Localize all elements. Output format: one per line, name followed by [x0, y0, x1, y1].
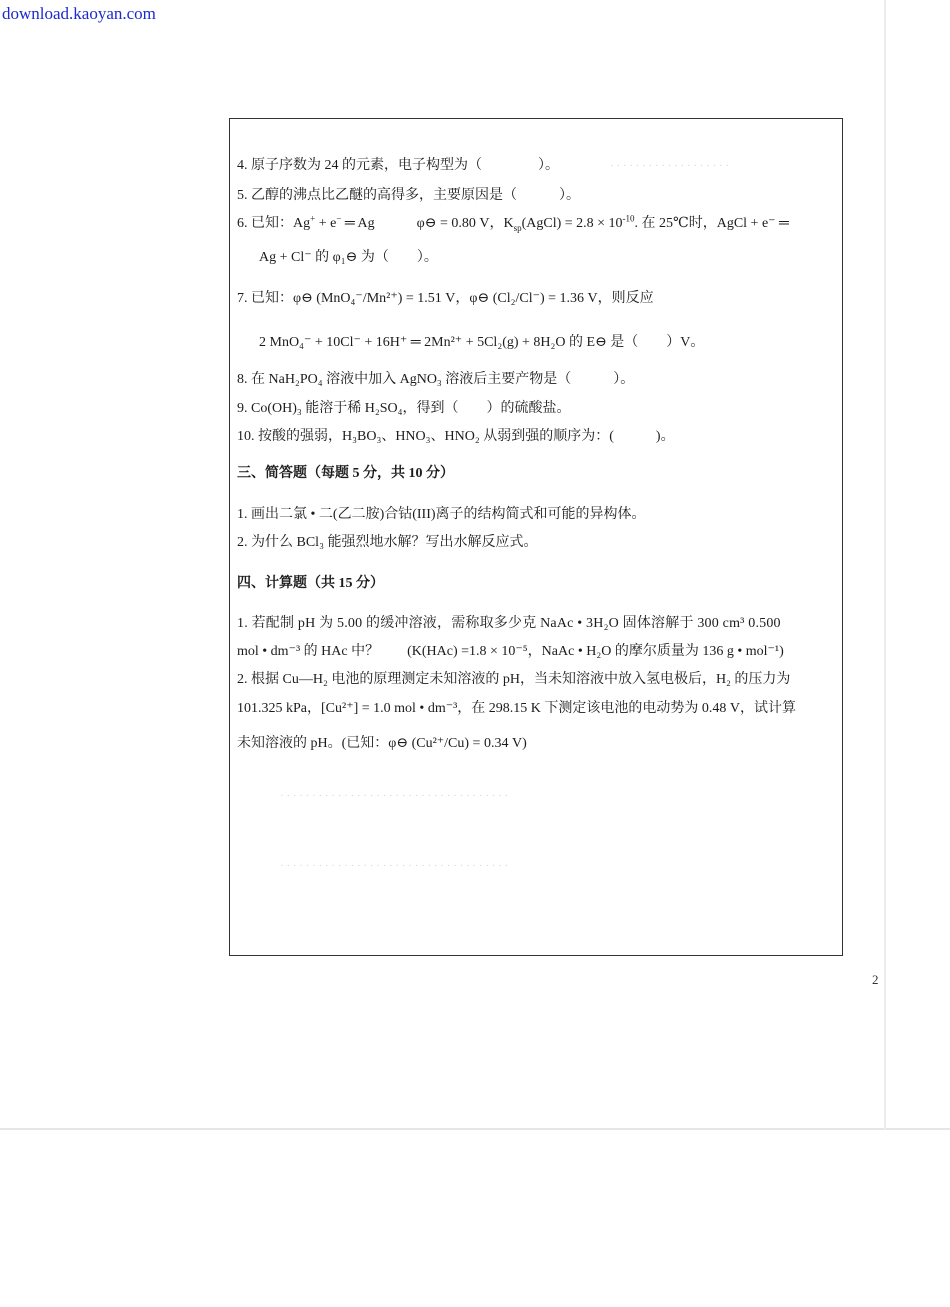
- section-4-title: 四、计算题（共 15 分）: [237, 576, 384, 591]
- question-4: 4. 原子序数为 24 的元素，电子构型为（ ）。: [237, 158, 559, 173]
- question-7-line-2: 2 MnO₄⁻ + 10Cl⁻ + 16H⁺ ═ 2Mn²⁺ + 5Cl₂(g) + 8H₂O 的 E⊖ 是（ ）V。: [259, 335, 705, 350]
- section-4-question-1-line-1: 1. 若配制 pH 为 5.00 的缓冲溶液，需称取多少克 NaAc • 3H₂O 固体溶解于 300 cm³ 0.500: [237, 616, 781, 631]
- section-3-question-2: 2. 为什么 BCl₃ 能强烈地水解？写出水解反应式。: [237, 535, 538, 550]
- q6-rest: ═ Ag φ⊖ = 0.80 V，K: [341, 216, 514, 231]
- q6-plus: +: [310, 213, 316, 224]
- question-9: 9. Co(OH)₃ 能溶于稀 H₂SO₄，得到（ ）的硫酸盐。: [237, 401, 571, 416]
- q6-electron: + e: [315, 216, 337, 231]
- scan-edge-line: [0, 1128, 950, 1130]
- bleed-through: · · · · · · · · · · · · · · · · · · · · · · · · · · · · · · · · · · · ·: [280, 790, 509, 802]
- q6-end: . 在 25℃时，AgCl + e⁻ ═: [634, 216, 789, 231]
- section-4-question-2-line-1: 2. 根据 Cu—H₂ 电池的原理测定未知溶液的 pH，当未知溶液中放入氢电极后，H₂ 的压力为: [237, 672, 791, 687]
- question-8: 8. 在 NaH₂PO₄ 溶液中加入 AgNO₃ 溶液后主要产物是（ ）。: [237, 372, 635, 387]
- question-5: 5. 乙醇的沸点比乙醚的高得多，主要原因是（ ）。: [237, 188, 580, 203]
- question-7-line-1: 7. 已知：φ⊖ (MnO₄⁻/Mn²⁺) = 1.51 V，φ⊖ (Cl₂/Cl⁻) = 1.36 V，则反应: [237, 291, 654, 306]
- q6-sp: sp: [513, 222, 522, 233]
- section-4-question-2-line-2: 101.325 kPa，[Cu²⁺] = 1.0 mol • dm⁻³，在 298.15 K 下测定该电池的电动势为 0.48 V，试计算: [237, 701, 797, 716]
- question-6-line-1: [237, 212, 789, 232]
- section-3-title: 三、简答题（每题 5 分，共 10 分）: [237, 466, 454, 481]
- q6-exp: -10: [622, 213, 635, 224]
- bleed-through: · · · · · · · · · · · · · · · · · · · · · · · · · · · · · · · · · · · ·: [280, 860, 509, 872]
- question-10: 10. 按酸的强弱，H₃BO₃、HNO₃、HNO₂ 从弱到强的顺序为：( )。: [237, 429, 675, 444]
- q6-tail: (AgCl) = 2.8 × 10: [521, 216, 623, 231]
- question-6-line-2: Ag + Cl⁻ 的 φ₁⊖ 为（ ）。: [259, 250, 438, 265]
- section-3-question-1: 1. 画出二氯 • 二(乙二胺)合钴(III)离子的结构简式和可能的异构体。: [237, 507, 646, 522]
- q6-minus: −: [336, 213, 342, 224]
- section-4-question-1-line-2: mol • dm⁻³ 的 HAc 中？ (K(HAc) =1.8 × 10⁻⁵，NaAc • H₂O 的摩尔质量为 136 g • mol⁻¹): [237, 644, 784, 659]
- q6-prefix: 6. 已知：Ag: [237, 216, 311, 231]
- section-4-question-2-line-3: 未知溶液的 pH。(已知：φ⊖ (Cu²⁺/Cu) = 0.34 V): [237, 736, 527, 751]
- page-number: 2: [872, 972, 879, 987]
- scan-edge-line: [884, 0, 886, 1130]
- source-url[interactable]: download.kaoyan.com: [2, 4, 156, 23]
- bleed-through: · · · · · · · · · · · · · · · · · · ·: [610, 160, 730, 172]
